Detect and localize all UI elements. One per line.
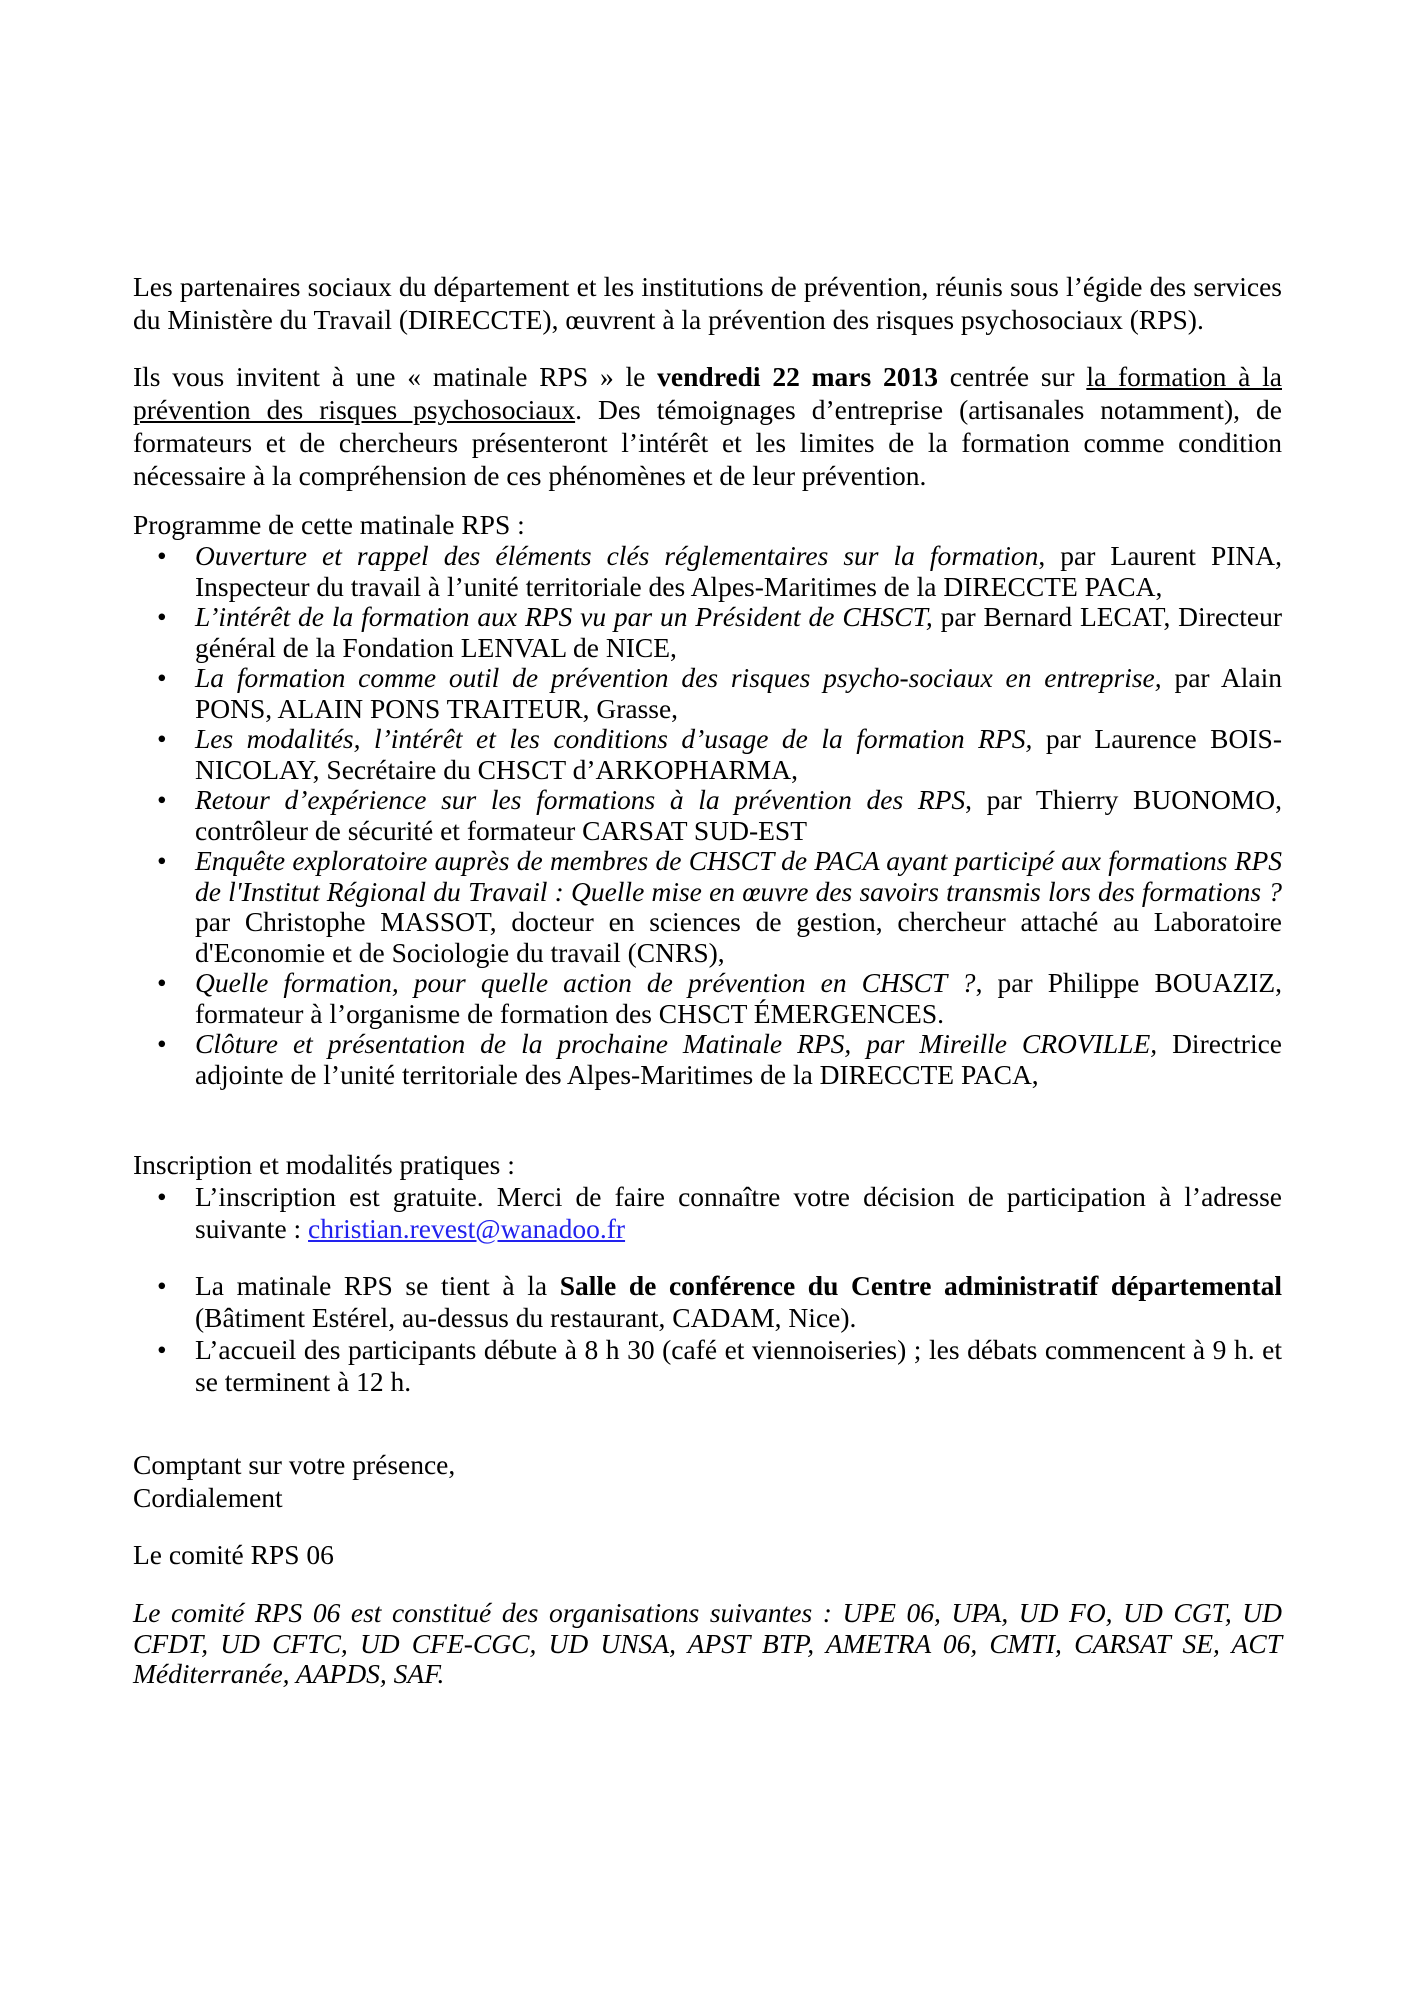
invitation-mid: centrée sur bbox=[937, 361, 1087, 392]
list-item bbox=[157, 1334, 1282, 1398]
bullet-icon: • bbox=[157, 784, 167, 815]
list-item bbox=[157, 723, 1282, 785]
closing-line-1: Comptant sur votre présence, bbox=[133, 1449, 456, 1480]
bullet-icon: • bbox=[157, 1334, 167, 1365]
bullet-icon: • bbox=[157, 1028, 167, 1059]
bullet-icon: • bbox=[157, 662, 167, 693]
event-theme: la formation à la prévention des risques psychosociaux bbox=[133, 361, 1282, 425]
talk-speaker: , par Laurent PINA, Inspecteur du travail à l’unité territoriale des Alpes-Maritimes de la DIRECCTE PACA, bbox=[195, 540, 1283, 602]
email-link[interactable]: christian.revest@wanadoo.fr bbox=[308, 1213, 626, 1244]
inscription-list bbox=[133, 1181, 1282, 1398]
list-item bbox=[157, 601, 1283, 663]
signature bbox=[133, 1538, 1282, 1571]
venue-name: Salle de conférence du Centre administratif départemental bbox=[559, 1270, 1282, 1301]
talk-title: La formation comme outil de prévention des risques psycho-sociaux en entreprise, bbox=[195, 662, 1162, 693]
intro-text: Les partenaires sociaux du département et les institutions de prévention, réunis sous l’égide des services du Ministère du Travail (DIRECCTE), œuvrent à la prévention des risques psychosociaux (RPS). bbox=[133, 271, 1282, 335]
closing-lines bbox=[133, 1448, 1282, 1514]
committee-footer bbox=[133, 1598, 1282, 1690]
talk-speaker: , par Philippe BOUAZIZ, formateur à l’organisme de formation des CHSCT ÉMERGENCES. bbox=[195, 967, 1282, 1029]
intro-paragraph bbox=[133, 270, 1282, 336]
list-item bbox=[157, 967, 1282, 1029]
talk-speaker: Directrice adjointe de l’unité territoriale des Alpes-Maritimes de la DIRECCTE PACA, bbox=[195, 1028, 1282, 1090]
talk-speaker: par Laurence BOIS-NICOLAY, Secrétaire du CHSCT d’ARKOPHARMA, bbox=[195, 723, 1282, 785]
bullet-icon: • bbox=[157, 967, 167, 998]
invitation-tail: . Des témoignages d’entreprise (artisanales notamment), de formateurs et de chercheurs présenteront l’intérêt et les limites de la formation comme condition nécessaire à la compréhension de ces phénomènes et de leur prévention. bbox=[133, 394, 1282, 491]
venue-lead: La matinale RPS se tient à la bbox=[195, 1270, 560, 1301]
talk-title: Quelle formation, pour quelle action de prévention en CHSCT ? bbox=[195, 967, 976, 998]
invitation-paragraph bbox=[133, 360, 1282, 492]
programme-heading bbox=[133, 508, 1282, 541]
bullet-icon: • bbox=[157, 601, 167, 632]
bullet-icon: • bbox=[157, 845, 167, 876]
bullet-icon: • bbox=[157, 540, 167, 571]
schedule-text: L’accueil des participants débute à 8 h 30 (café et viennoiseries) ; les débats commencent à 9 h. et se terminent à 12 h. bbox=[195, 1334, 1282, 1397]
bullet-icon: • bbox=[157, 723, 167, 754]
list-item bbox=[157, 1270, 1282, 1334]
programme-list bbox=[133, 541, 1282, 1090]
list-item bbox=[157, 845, 1282, 968]
list-item bbox=[157, 784, 1282, 846]
talk-title: Retour d’expérience sur les formations à la prévention des RPS bbox=[195, 784, 966, 815]
signature-text: Le comité RPS 06 bbox=[133, 1539, 334, 1570]
talk-title: Enquête exploratoire auprès de membres de CHSCT de PACA ayant participé aux formations RPS de l'Institut Régional du Travail : Quelle mise en œuvre des savoirs transmis lors des formations ? bbox=[195, 845, 1282, 907]
inscription-heading-text: Inscription et modalités pratiques : bbox=[133, 1149, 515, 1180]
talk-title: Clôture et présentation de la prochaine Matinale RPS, par Mireille CROVILLE, bbox=[195, 1028, 1158, 1059]
talk-speaker: par Alain PONS, ALAIN PONS TRAITEUR, Grasse, bbox=[195, 662, 1282, 724]
programme-heading-text: Programme de cette matinale RPS : bbox=[133, 509, 525, 540]
talk-speaker: , par Thierry BUONOMO, contrôleur de sécurité et formateur CARSAT SUD-EST bbox=[195, 784, 1282, 846]
list-item bbox=[157, 540, 1283, 602]
bullet-icon: • bbox=[157, 1270, 167, 1301]
venue-tail: (Bâtiment Estérel, au-dessus du restaurant, CADAM, Nice). bbox=[195, 1302, 857, 1333]
list-item bbox=[157, 1181, 1282, 1245]
talk-title: Ouverture et rappel des éléments clés réglementaires sur la formation bbox=[195, 540, 1039, 571]
bullet-icon: • bbox=[157, 1181, 167, 1212]
closing-line-2: Cordialement bbox=[133, 1482, 283, 1513]
talk-title: L’intérêt de la formation aux RPS vu par un Président de CHSCT, bbox=[195, 601, 933, 632]
committee-footer-text: Le comité RPS 06 est constitué des organisations suivantes : UPE 06, UPA, UD FO, UD CGT, UD CFDT, UD CFTC, UD CFE-CGC, UD UNSA, APST BTP, AMETRA 06, CMTI, CARSAT SE, ACT Méditerranée, AAPDS, SAF. bbox=[133, 1597, 1282, 1689]
list-item bbox=[157, 662, 1282, 724]
talk-speaker: par Christophe MASSOT, docteur en sciences de gestion, chercheur attaché au Laboratoire d'Economie et de Sociologie du travail (CNRS), bbox=[195, 906, 1282, 968]
inscription-heading bbox=[133, 1148, 1282, 1181]
registration-text: L’inscription est gratuite. Merci de faire connaître votre décision de participation à l’adresse suivante : bbox=[195, 1181, 1282, 1244]
talk-speaker: par Bernard LECAT, Directeur général de la Fondation LENVAL de NICE, bbox=[195, 601, 1283, 663]
event-date: vendredi 22 mars 2013 bbox=[657, 361, 938, 392]
talk-title: Les modalités, l’intérêt et les conditions d’usage de la formation RPS, bbox=[195, 723, 1033, 754]
invitation-lead: Ils vous invitent à une « matinale RPS » le bbox=[133, 361, 658, 392]
letter-content bbox=[133, 270, 1282, 1690]
list-item bbox=[157, 1028, 1282, 1090]
